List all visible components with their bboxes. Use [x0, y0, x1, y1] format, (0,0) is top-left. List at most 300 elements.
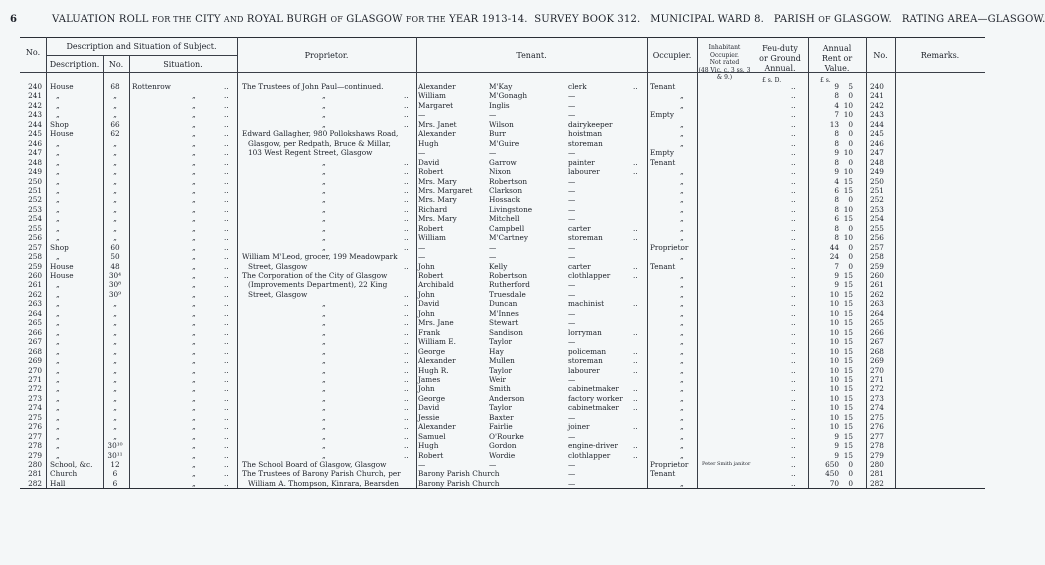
annual-value-pounds: 10 — [829, 346, 839, 356]
occupier: „ — [680, 365, 684, 375]
tenant-trade: — — [568, 91, 576, 101]
leader-dots: .. — [224, 157, 229, 167]
tenant-forename: John — [418, 289, 435, 299]
situation: „ — [192, 393, 196, 403]
annual-value-pounds: 44 — [829, 242, 839, 252]
leader-dots: .. — [224, 460, 229, 469]
annual-value-shillings: 15 — [843, 403, 853, 413]
tenant-surname: Robertson — [489, 176, 528, 186]
street-number: „ — [113, 393, 117, 403]
proprietor: „ — [322, 346, 326, 356]
description: „ — [56, 214, 60, 224]
leader-dots: .. — [791, 261, 796, 271]
entry-number: 243 — [28, 110, 42, 120]
annual-value-shillings: 0 — [848, 119, 853, 129]
leader-dots: .. — [633, 299, 638, 309]
annual-value-shillings: 15 — [843, 450, 853, 460]
annual-value-pounds: 10 — [829, 365, 839, 375]
tenant-trade: storeman — [568, 138, 603, 148]
annual-value-pounds: 10 — [829, 374, 839, 384]
tenant-trade: — — [568, 148, 576, 158]
situation: „ — [192, 157, 196, 167]
tenant-trade: joiner — [568, 422, 590, 432]
annual-value-pounds: 8 — [834, 138, 839, 148]
tenant-forename: Alexander — [418, 129, 456, 139]
leader-dots: .. — [224, 365, 229, 375]
description: „ — [56, 157, 60, 167]
tenant-forename: William — [418, 91, 446, 101]
description: „ — [56, 422, 60, 432]
annual-value-shillings: 15 — [843, 374, 853, 384]
annual-value-pounds: 9 — [834, 280, 839, 290]
tenant-surname: Campbell — [489, 223, 525, 233]
proprietor: „ — [322, 374, 326, 384]
annual-value-shillings: 0 — [848, 469, 853, 479]
leader-dots: .. — [404, 233, 409, 243]
entry-number-right: 252 — [870, 195, 884, 205]
leader-dots: .. — [404, 346, 409, 356]
leader-dots: .. — [791, 271, 796, 280]
table-row — [20, 347, 985, 356]
tenant-forename: David — [418, 299, 440, 309]
tenant-trade: — — [568, 242, 576, 252]
leader-dots: .. — [791, 441, 796, 451]
entry-number: 272 — [28, 384, 42, 394]
proprietor: „ — [322, 157, 326, 167]
leader-dots: .. — [791, 195, 796, 205]
table-row — [20, 158, 985, 167]
tenant-surname: Wilson — [489, 119, 514, 129]
leader-dots: .. — [404, 204, 409, 214]
occupier: „ — [680, 450, 684, 460]
situation: „ — [192, 356, 196, 366]
proprietor: „ — [322, 365, 326, 375]
table-row — [20, 384, 985, 393]
description: „ — [56, 204, 60, 214]
annual-value-pounds: 6 — [834, 214, 839, 224]
tenant-surname: Gordon — [489, 441, 517, 451]
street-number: 6 — [112, 478, 118, 488]
entry-number-right: 278 — [870, 441, 884, 451]
table-row — [20, 413, 985, 422]
situation: „ — [192, 110, 196, 120]
leader-dots: .. — [404, 223, 409, 233]
street-number: „ — [113, 233, 117, 243]
occupier: „ — [680, 422, 684, 432]
tenant-surname: Mullen — [489, 356, 515, 366]
leader-dots: .. — [633, 422, 638, 432]
occupier: „ — [680, 119, 684, 129]
table-row — [20, 469, 985, 478]
entry-number-right: 260 — [870, 271, 884, 280]
annual-value-pounds: 9 — [834, 441, 839, 451]
entry-number: 265 — [28, 318, 42, 328]
annual-value-pounds: 10 — [829, 412, 839, 422]
tenant-forename: Hugh R. — [418, 365, 449, 375]
situation: „ — [192, 412, 196, 422]
entry-number-right: 247 — [870, 148, 884, 158]
table-row — [20, 375, 985, 384]
leader-dots: .. — [224, 422, 229, 432]
occupier: „ — [680, 100, 684, 110]
entry-number: 269 — [28, 356, 42, 366]
situation: „ — [192, 308, 196, 318]
situation: „ — [192, 119, 196, 129]
proprietor: „ — [322, 393, 326, 403]
tenant-surname: M'Kay — [489, 82, 513, 91]
leader-dots: .. — [633, 223, 638, 233]
table-row — [20, 356, 985, 365]
leader-dots: .. — [791, 469, 796, 479]
occupier: „ — [680, 185, 684, 195]
entry-number: 262 — [28, 289, 42, 299]
description: „ — [56, 100, 60, 110]
proprietor: 103 West Regent Street, Glasgow — [248, 148, 373, 158]
description: „ — [56, 252, 60, 262]
entry-number: 248 — [28, 157, 42, 167]
leader-dots: .. — [224, 356, 229, 366]
street-number: 30⁸ — [108, 280, 122, 290]
table-row — [20, 252, 985, 261]
table-row — [20, 167, 985, 176]
entry-number-right: 272 — [870, 384, 884, 394]
leader-dots: .. — [633, 393, 638, 403]
tenant-forename: George — [418, 393, 446, 403]
occupier: „ — [680, 431, 684, 441]
tenant-surname: Truesdale — [489, 289, 526, 299]
proprietor: „ — [322, 100, 326, 110]
street-number: „ — [113, 337, 117, 347]
leader-dots: .. — [224, 119, 229, 129]
annual-value-shillings: 15 — [843, 337, 853, 347]
proprietor: Glasgow, per Redpath, Bruce & Millar, — [248, 138, 391, 148]
leader-dots: .. — [224, 308, 229, 318]
col-description-group: Description and Situation of Subject. — [66, 42, 217, 51]
situation: „ — [192, 233, 196, 243]
occupier: „ — [680, 403, 684, 413]
entry-number-right: 277 — [870, 431, 884, 441]
tenant-forename: Robert — [418, 167, 444, 177]
annual-value-pounds: 70 — [829, 478, 839, 488]
table-row — [20, 224, 985, 233]
leader-dots: .. — [404, 185, 409, 195]
leader-dots: .. — [404, 195, 409, 205]
annual-value-shillings: 15 — [843, 176, 853, 186]
tenant-trade: policeman — [568, 346, 607, 356]
col-description: Description. — [49, 60, 100, 69]
entry-number-right: 275 — [870, 412, 884, 422]
situation: „ — [192, 365, 196, 375]
leader-dots: .. — [404, 167, 409, 177]
annual-value-pounds: 8 — [834, 129, 839, 139]
leader-dots: .. — [791, 223, 796, 233]
description: House — [50, 129, 74, 139]
entry-number-right: 261 — [870, 280, 884, 290]
annual-value-shillings: 15 — [843, 346, 853, 356]
col-tenant: Tenant. — [516, 51, 547, 60]
annual-value-shillings: 15 — [843, 280, 853, 290]
annual-value-pounds: 650 — [825, 460, 839, 469]
page-title: VALUATION ROLL FOR THE CITY AND ROYAL BURGH OF GLASGOW FOR THE YEAR 1913-14. SURVEY BOOK 312. MUNICIPAL WARD 8. PARISH OF GLASGOW. RATING AREA—GLASGOW. — [52, 14, 1045, 25]
situation: „ — [192, 289, 196, 299]
tenant-forename: — — [418, 148, 426, 158]
description: „ — [56, 346, 60, 356]
annual-value-shillings: 0 — [848, 478, 853, 488]
table-row — [20, 432, 985, 441]
leader-dots: .. — [224, 82, 229, 91]
tenant-trade: — — [568, 412, 576, 422]
entry-number-right: 240 — [870, 82, 884, 91]
table-row — [20, 318, 985, 327]
street-number: 48 — [110, 261, 120, 271]
table-row — [20, 337, 985, 346]
proprietor: The Trustees of John Paul—continued. — [242, 82, 384, 91]
tenant-forename: George — [418, 346, 446, 356]
col-number: No. — [108, 60, 124, 69]
street-number: 6 — [112, 469, 118, 479]
annual-value-shillings: 15 — [843, 327, 853, 337]
occupier: „ — [680, 280, 684, 290]
description: „ — [56, 431, 60, 441]
occupier: „ — [680, 129, 684, 139]
tenant-forename: Robert — [418, 450, 444, 460]
leader-dots: .. — [791, 157, 796, 167]
tenant-forename: Margaret — [418, 100, 454, 110]
situation: „ — [192, 460, 196, 469]
entry-number: 247 — [28, 148, 42, 158]
leader-dots: .. — [791, 129, 796, 139]
leader-dots: .. — [791, 100, 796, 110]
leader-dots: .. — [791, 460, 796, 469]
leader-dots: .. — [404, 176, 409, 186]
tenant-trade: clothlapper — [568, 271, 611, 280]
tenant-trade: — — [568, 374, 576, 384]
leader-dots: .. — [791, 412, 796, 422]
entry-number: 277 — [28, 431, 42, 441]
occupier: „ — [680, 441, 684, 451]
annual-value-shillings: 0 — [848, 157, 853, 167]
tenant-surname: Smith — [489, 384, 511, 394]
street-number: „ — [113, 223, 117, 233]
proprietor: „ — [322, 119, 326, 129]
tenant-surname: Garrow — [489, 157, 517, 167]
entry-number: 279 — [28, 450, 42, 460]
leader-dots: .. — [404, 356, 409, 366]
description: Church — [50, 469, 78, 479]
annual-value-pounds: 8 — [834, 157, 839, 167]
annual-value-shillings: 15 — [843, 356, 853, 366]
tenant-forename: James — [418, 374, 441, 384]
proprietor: „ — [322, 431, 326, 441]
annual-value-pounds: 9 — [834, 431, 839, 441]
table-row — [20, 101, 985, 110]
leader-dots: .. — [791, 91, 796, 101]
leader-dots: .. — [633, 346, 638, 356]
leader-dots: .. — [633, 403, 638, 413]
tenant-trade: lorryman — [568, 327, 602, 337]
entry-number-right: 253 — [870, 204, 884, 214]
proprietor: „ — [322, 308, 326, 318]
annual-value-shillings: 10 — [843, 110, 853, 120]
situation: „ — [192, 176, 196, 186]
annual-value-pounds: 8 — [834, 91, 839, 101]
leader-dots: .. — [633, 365, 638, 375]
tenant-surname: Inglis — [489, 100, 510, 110]
leader-dots: .. — [404, 308, 409, 318]
situation: „ — [192, 138, 196, 148]
entry-number-right: 264 — [870, 308, 884, 318]
leader-dots: .. — [224, 403, 229, 413]
entry-number-right: 270 — [870, 365, 884, 375]
leader-dots: .. — [791, 346, 796, 356]
col-no-right: No. — [873, 51, 888, 60]
annual-value-shillings: 0 — [848, 460, 853, 469]
leader-dots: .. — [404, 403, 409, 413]
tenant-forename: — — [418, 460, 426, 469]
description: „ — [56, 299, 60, 309]
tenant-surname: Stewart — [489, 318, 519, 328]
proprietor: „ — [322, 356, 326, 366]
entry-number: 256 — [28, 233, 42, 243]
leader-dots: .. — [224, 431, 229, 441]
leader-dots: .. — [224, 100, 229, 110]
col-feu-duty: Feu-duty or Ground Annual. — [759, 44, 801, 73]
leader-dots: .. — [791, 148, 796, 158]
entry-number-right: 262 — [870, 289, 884, 299]
page-number: 6 — [10, 14, 17, 25]
proprietor: William A. Thompson, Kinrara, Bearsden — [248, 478, 399, 488]
tenant-forename: Mrs. Janet — [418, 119, 457, 129]
annual-value-shillings: 5 — [848, 82, 853, 91]
description: House — [50, 82, 74, 91]
street-number: „ — [113, 214, 117, 224]
leader-dots: .. — [404, 157, 409, 167]
situation: „ — [192, 129, 196, 139]
annual-value-pounds: 10 — [829, 384, 839, 394]
leader-dots: .. — [791, 393, 796, 403]
leader-dots: .. — [404, 299, 409, 309]
entry-number: 257 — [28, 242, 42, 252]
leader-dots: .. — [791, 308, 796, 318]
occupier: „ — [680, 252, 684, 262]
street-number: „ — [113, 327, 117, 337]
leader-dots: .. — [404, 100, 409, 110]
annual-value-shillings: 0 — [848, 195, 853, 205]
entry-number-right: 256 — [870, 233, 884, 243]
occupier: Tenant — [650, 469, 676, 479]
inhabitant-occupier: Peter Smith janitor — [702, 461, 751, 467]
tenant-trade: machinist — [568, 299, 605, 309]
leader-dots: .. — [791, 403, 796, 413]
proprietor: „ — [322, 412, 326, 422]
leader-dots: .. — [404, 214, 409, 224]
entry-number-right: 273 — [870, 393, 884, 403]
description: „ — [56, 223, 60, 233]
situation: „ — [192, 261, 196, 271]
leader-dots: .. — [224, 393, 229, 403]
description: School, &c. — [50, 460, 93, 469]
situation: „ — [192, 195, 196, 205]
tenant-surname: O'Rourke — [489, 431, 524, 441]
occupier: „ — [680, 346, 684, 356]
entry-number: 281 — [28, 469, 42, 479]
col-remarks: Remarks. — [920, 51, 960, 60]
situation: „ — [192, 337, 196, 347]
proprietor: „ — [322, 204, 326, 214]
entry-number: 249 — [28, 167, 42, 177]
description: „ — [56, 412, 60, 422]
leader-dots: .. — [791, 167, 796, 177]
table-row — [20, 299, 985, 308]
leader-dots: .. — [224, 195, 229, 205]
tenant-trade: — — [568, 214, 576, 224]
street-number: „ — [113, 384, 117, 394]
occupier: Empty — [650, 110, 674, 120]
annual-value-shillings: 10 — [843, 100, 853, 110]
description: „ — [56, 356, 60, 366]
table-row — [20, 177, 985, 186]
tenant-forename: Mrs. Jane — [418, 318, 454, 328]
occupier: „ — [680, 308, 684, 318]
street-number: 12 — [110, 460, 120, 469]
tenant-forename: Alexander — [418, 422, 456, 432]
tenant-trade: — — [568, 176, 576, 186]
street-number: „ — [113, 138, 117, 148]
proprietor: „ — [322, 223, 326, 233]
entry-number: 246 — [28, 138, 42, 148]
proprietor: „ — [322, 214, 326, 224]
tenant-surname: Robertson — [489, 271, 528, 280]
annual-value-shillings: 10 — [843, 148, 853, 158]
entry-number-right: 269 — [870, 356, 884, 366]
entry-number-right: 251 — [870, 185, 884, 195]
leader-dots: .. — [791, 318, 796, 328]
tenant-surname: M'Gonagh — [489, 91, 528, 101]
occupier: „ — [680, 412, 684, 422]
street-number: 60 — [110, 242, 120, 252]
description: „ — [56, 337, 60, 347]
leader-dots: .. — [791, 242, 796, 252]
situation: „ — [192, 469, 196, 479]
col-proprietor: Proprietor. — [304, 51, 349, 60]
annual-value-shillings: 15 — [843, 318, 853, 328]
annual-value-pounds: 8 — [834, 204, 839, 214]
tenant-trade: — — [568, 204, 576, 214]
entry-number-right: 263 — [870, 299, 884, 309]
table-row — [20, 290, 985, 299]
tenant-trade: carter — [568, 261, 591, 271]
street-number: „ — [113, 346, 117, 356]
proprietor: „ — [322, 403, 326, 413]
proprietor: „ — [322, 299, 326, 309]
proprietor: Street, Glasgow — [248, 261, 308, 271]
leader-dots: .. — [404, 412, 409, 422]
tenant-surname: Mitchell — [489, 214, 520, 224]
description: „ — [56, 167, 60, 177]
leader-dots: .. — [224, 412, 229, 422]
street-number: „ — [113, 318, 117, 328]
situation: „ — [192, 318, 196, 328]
street-number: „ — [113, 422, 117, 432]
tenant-surname: M'Guire — [489, 138, 520, 148]
leader-dots: .. — [791, 280, 796, 290]
annual-value-pounds: 7 — [834, 261, 839, 271]
table-row — [20, 271, 985, 280]
street-number: „ — [113, 356, 117, 366]
leader-dots: .. — [633, 356, 638, 366]
tenant-trade: factory worker — [568, 393, 623, 403]
annual-value-shillings: 10 — [843, 204, 853, 214]
